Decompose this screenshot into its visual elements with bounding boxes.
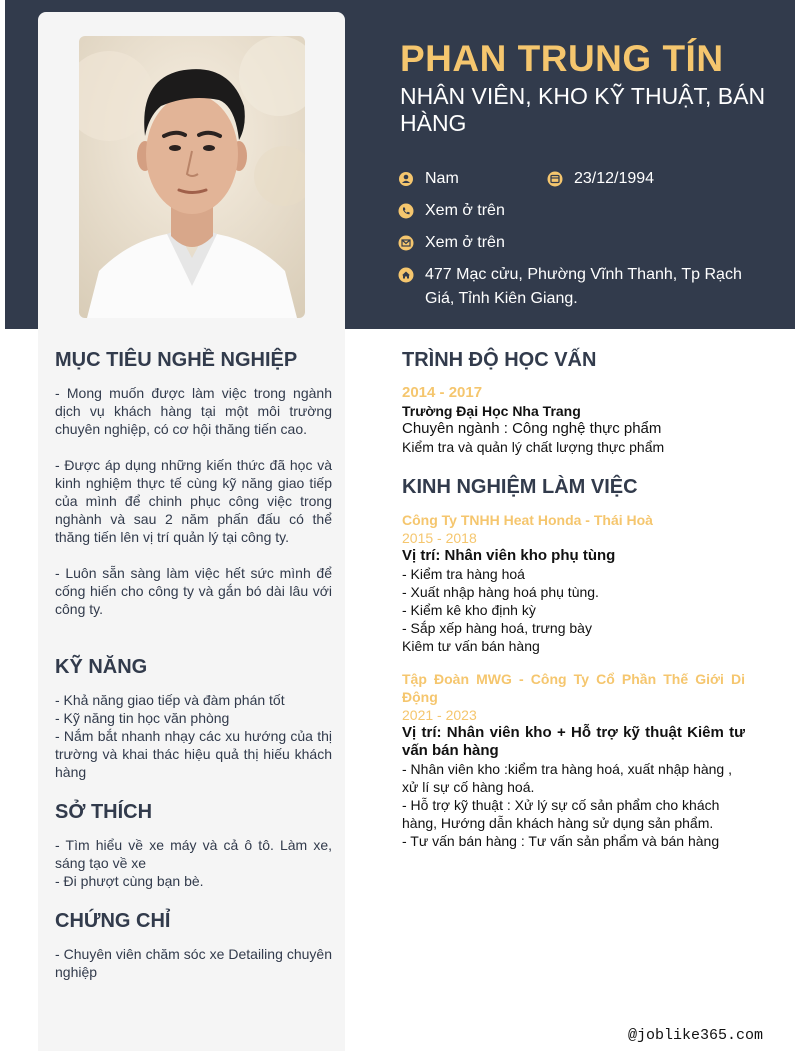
certificates-list (55, 945, 332, 981)
address-value: 477 Mạc cửu, Phường Vĩnh Thanh, Tp Rạch Giá, Tỉnh Kiên Giang. (425, 266, 742, 307)
hobbies-heading: SỞ THÍCH (55, 801, 153, 823)
job-years: 2021 - 2023 (402, 707, 477, 723)
objective-paragraph: - Được áp dụng những kiến thức đã học và kinh nghiệm thực tế cùng kỹ năng giao tiếp của mình để chinh phục công việc trong nghành và sau 2 năm phấn đấu có thể thăng tiến lên vị trí quản lý tại công ty. (55, 457, 332, 545)
birthdate-value: 23/12/1994 (574, 170, 655, 187)
job-position: Vị trí: Nhân viên kho phụ tùng (402, 547, 616, 564)
phone-value: Xem ở trên (425, 202, 505, 219)
gender-value: Nam (425, 170, 459, 187)
candidate-name: PHAN TRUNG TÍN (400, 38, 724, 79)
job-duty: - Kiểm tra hàng hoá (402, 566, 525, 582)
education-major: Chuyên ngành : Công nghệ thực phẩm (402, 420, 662, 437)
skills-list (55, 691, 332, 781)
job-entry (402, 670, 745, 850)
skills-heading: KỸ NĂNG (55, 656, 148, 678)
job-position: Vị trí: Nhân viên kho + Hỗ trợ kỹ thuật Kiêm tư vấn bán hàng (402, 724, 745, 759)
calendar-icon (547, 171, 563, 187)
footer-watermark: @joblike365.com (628, 1027, 764, 1044)
objective-text (55, 384, 332, 618)
hobby-item: - Tìm hiểu về xe máy và cả ô tô. Làm xe, sáng tạo về xe (55, 837, 332, 871)
phone-icon (398, 203, 414, 219)
job-company: Tập Đoàn MWG - Công Ty Cổ Phần Thế Giới Di Động (402, 671, 745, 705)
job-years: 2015 - 2018 (402, 530, 477, 546)
education-heading: TRÌNH ĐỘ HỌC VẤN (402, 349, 597, 371)
job-duty: - Xuất nhập hàng hoá phụ tùng. (402, 584, 599, 600)
school-name: Trường Đại Học Nha Trang (402, 403, 581, 419)
job-duty: - Sắp xếp hàng hoá, trưng bày (402, 620, 592, 636)
job-duty: - Nhân viên kho :kiểm tra hàng hoá, xuất nhập hàng , xử lí sự cố hàng hoá. (402, 761, 732, 795)
email-value: Xem ở trên (425, 234, 505, 251)
skill-item: - Kỹ năng tin học văn phòng (55, 710, 230, 726)
certificate-item: - Chuyên viên chăm sóc xe Detailing chuyên nghiệp (55, 946, 332, 980)
job-title: NHÂN VIÊN, KHO KỸ THUẬT, BÁN HÀNG (400, 83, 766, 136)
email-icon (398, 235, 414, 251)
education-block (402, 384, 745, 456)
certificates-heading: CHỨNG CHỈ (55, 910, 171, 932)
job-duty: - Hỗ trợ kỹ thuật : Xử lý sự cố sản phẩm cho khách hàng, Hướng dẫn khách hàng sử dụng sản phẩm. (402, 797, 720, 831)
education-detail: Kiểm tra và quản lý chất lượng thực phẩm (402, 439, 665, 455)
objective-heading: MỤC TIÊU NGHỀ NGHIỆP (55, 349, 298, 371)
objective-paragraph: - Luôn sẵn sàng làm việc hết sức mình để cống hiến cho công ty và gắn bó dài lâu với công ty. (55, 565, 332, 617)
person-icon (398, 171, 414, 187)
skill-item: - Nắm bắt nhanh nhạy các xu hướng của thị trường và khai thác hiệu quả thị hiếu khách hàng (55, 728, 332, 780)
job-duty: - Tư vấn bán hàng : Tư vấn sản phẩm và bán hàng (402, 833, 720, 849)
profile-photo (79, 36, 305, 318)
home-icon (398, 267, 414, 283)
job-duty: - Kiểm kê kho định kỳ (402, 602, 536, 618)
job-company: Công Ty TNHH Heat Honda - Thái Hoà (402, 512, 653, 528)
objective-paragraph: - Mong muốn được làm việc trong ngành dịch vụ khách hàng tại một môi trường chuyên nghiệp, có cơ hội thăng tiến cao. (55, 385, 332, 437)
hobbies-list (55, 836, 332, 890)
experience-heading: KINH NGHIỆM LÀM VIỆC (402, 476, 638, 498)
skill-item: - Khả năng giao tiếp và đàm phán tốt (55, 692, 285, 708)
job-entry (402, 511, 745, 655)
hobby-item: - Đi phượt cùng bạn bè. (55, 873, 204, 889)
education-years: 2014 - 2017 (402, 384, 483, 401)
job-duty: Kiêm tư vấn bán hàng (402, 638, 540, 654)
